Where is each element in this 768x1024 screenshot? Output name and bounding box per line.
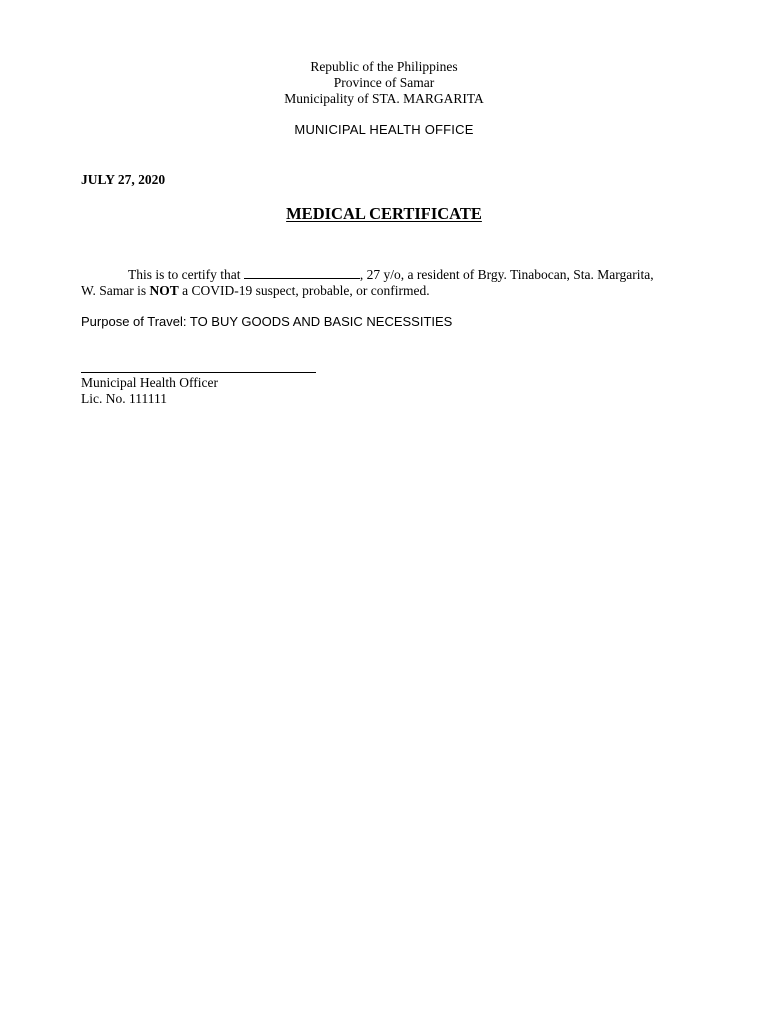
letterhead: [0, 59, 768, 107]
signatory-block: [81, 375, 218, 407]
certification-emphasis: NOT: [149, 283, 179, 298]
purpose-of-travel: Purpose of Travel: TO BUY GOODS AND BASIC NECESSITIES: [81, 314, 453, 329]
letterhead-country: Republic of the Philippines: [310, 59, 458, 74]
certification-line-2: [81, 283, 691, 299]
document-date: JULY 27, 2020: [81, 172, 166, 187]
office-name: MUNICIPAL HEALTH OFFICE: [294, 122, 474, 137]
signatory-license: Lic. No. 111111: [81, 391, 167, 406]
certification-paragraph: [81, 267, 691, 299]
signature-line: [81, 372, 316, 373]
document-title-text: MEDICAL CERTIFICATE: [286, 204, 482, 223]
name-blank: [244, 267, 360, 279]
certification-details: , 27 y/o, a resident of Brgy. Tinabocan, Sta. Margarita,: [359, 267, 654, 282]
document-title: [0, 204, 768, 224]
letterhead-province: Province of Samar: [333, 75, 435, 90]
certification-status: a COVID-19 suspect, probable, or confirmed.: [178, 283, 430, 298]
letterhead-municipality: Municipality of STA. MARGARITA: [284, 91, 484, 106]
certification-location: W. Samar is: [81, 283, 150, 298]
certification-intro: This is to certify that: [128, 267, 244, 282]
signatory-title: Municipal Health Officer: [81, 375, 218, 390]
certification-line-1: [81, 267, 691, 283]
